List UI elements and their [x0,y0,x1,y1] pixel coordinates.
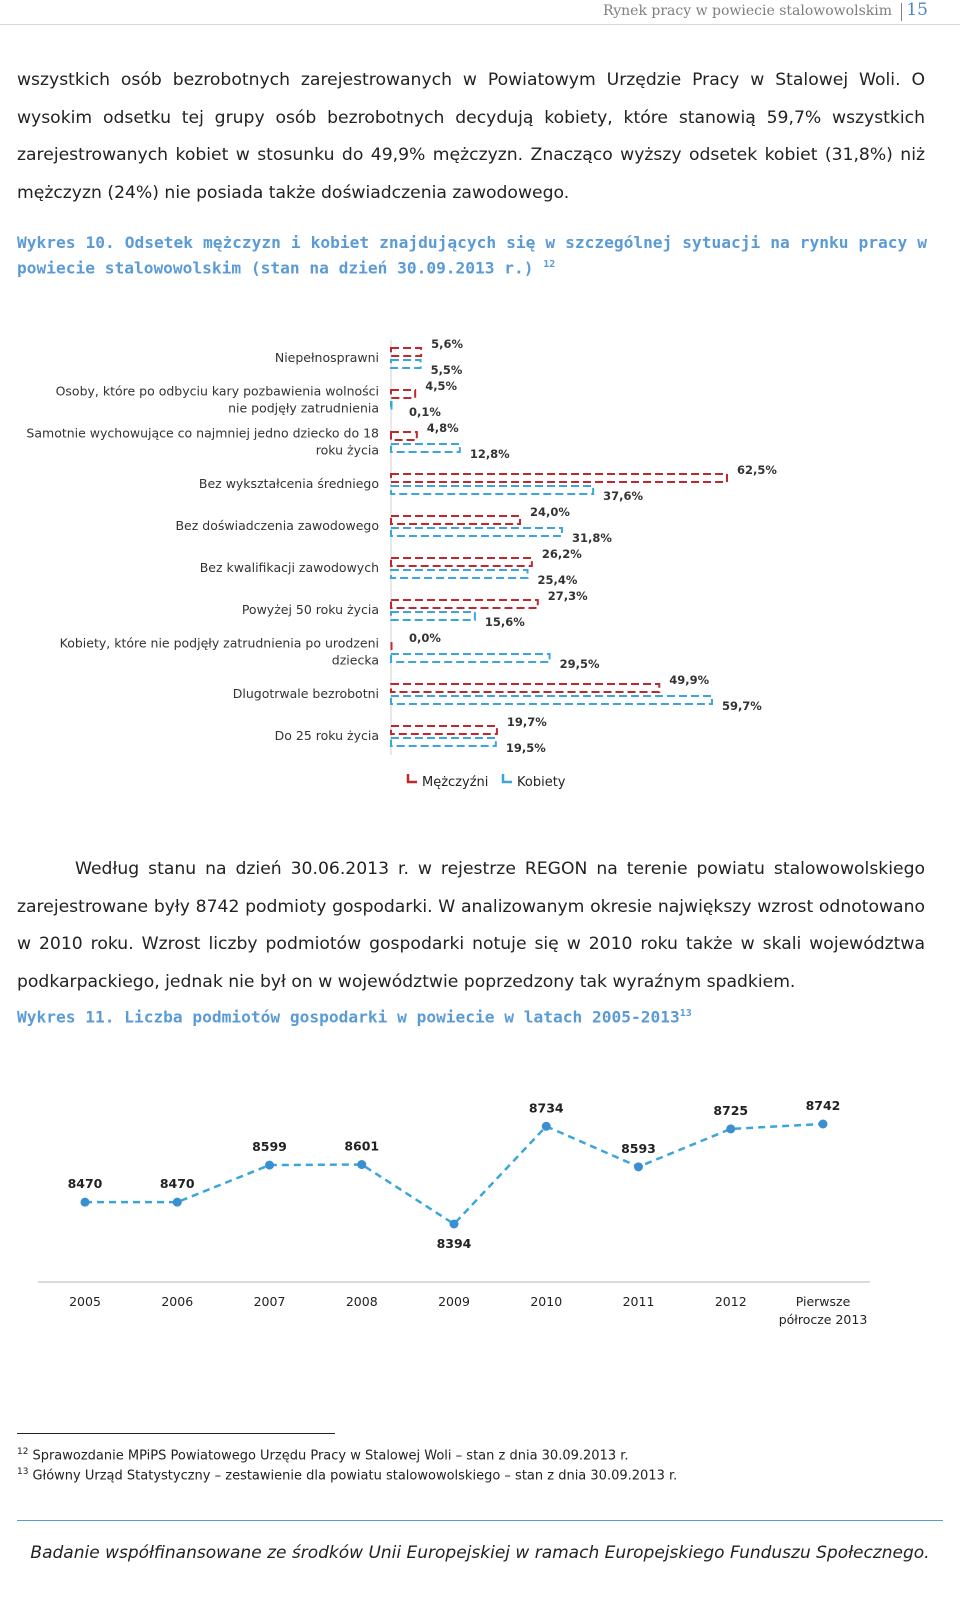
bar-women-outline [391,444,460,452]
point-label: 8734 [528,1100,564,1116]
category-label: Samotnie wychowujące co najmniej jedno dziecko do 18 roku życia [26,425,379,458]
page-number: 15 [906,0,928,20]
footnote-12 [17,1447,629,1463]
data-label: 25,4% [537,573,578,587]
x-tick-label: 2007 [253,1294,286,1309]
x-tick-label: 2006 [161,1294,194,1309]
footnote-rule [17,1433,335,1434]
footnote-13 [17,1467,677,1483]
bar-men-outline [391,684,659,692]
bar-men [391,684,659,692]
data-label: 37,6% [603,489,644,503]
data-label: 12,8% [469,447,510,461]
data-label: 24,0% [530,505,570,519]
legend-label: Mężczyźni [422,775,489,790]
data-label: 4,5% [425,379,458,393]
bar-men-outline [391,726,497,734]
data-point [173,1198,182,1207]
data-point [634,1162,643,1171]
bar-men-outline [391,516,520,524]
data-label: 19,5% [505,741,546,755]
point-label: 8742 [805,1098,841,1113]
bar-women-outline [391,360,421,368]
bar-men [391,516,520,524]
data-label: 49,9% [669,673,710,687]
x-tick-label: 2009 [438,1294,470,1309]
data-point [357,1160,366,1169]
bar-women-outline [391,696,712,704]
x-tick-label: 2008 [345,1294,378,1309]
chart10-caption [17,232,927,279]
bar-women-outline [391,486,593,494]
data-label: 26,2% [541,547,582,561]
bar-men [391,600,538,608]
legend-swatch [503,774,512,782]
x-tick-label: 2011 [622,1294,655,1309]
header-separator [901,3,902,21]
bar-women [391,360,421,368]
bar-men-outline [391,558,532,566]
x-tick-label: Pierwsze półrocze 2013 [778,1294,868,1327]
bar-men-outline [391,432,417,440]
bar-women [391,696,712,704]
bar-women-outline [391,570,528,578]
bar-women [391,738,496,746]
page-header [0,0,960,26]
point-label: 8394 [436,1236,472,1251]
data-label: 59,7% [721,699,762,713]
footer-rule [17,1520,943,1521]
bar-women [391,528,562,536]
chart10-footnote-ref: 12 [543,259,556,270]
data-label: 62,5% [737,463,777,477]
legend-label: Kobiety [517,775,566,790]
bar-women-outline [391,528,562,536]
data-point [726,1124,735,1133]
data-label: 27,3% [547,589,588,603]
chart10-caption-text: Wykres 10. Odsetek mężczyzn i kobiet znajdujących się w szczególnej sytuacji na rynku pracy w powiecie stalowowolskim (stan na dzień 30.09.2013 r.) [17,233,927,278]
point-label: 8470 [67,1176,103,1192]
bar-women [391,486,593,494]
footnote-13-text: Główny Urząd Statystyczny – zestawienie dla powiatu stalowowolskiego – stan z dnia 30.09.2013 r. [32,1468,678,1484]
point-label: 8470 [159,1176,195,1192]
data-label: 0,0% [409,631,441,645]
data-label: 0,1% [409,405,441,419]
bar-men-outline [391,390,415,398]
x-tick-label: 2010 [530,1294,563,1309]
chart11-line-chart [0,1080,960,1350]
bar-women-outline [391,654,550,662]
data-point [542,1122,551,1131]
category-label: Kobiety, które nie podjęły zatrudnienia po urodzeni dziecka [59,635,379,668]
running-title: Rynek pracy w powiecie stalowowolskim [602,3,892,19]
footnote-12-text: Sprawozdanie MPiPS Powiatowego Urzędu Pracy w Stalowej Woli – stan z dnia 30.09.2013 r. [32,1448,629,1464]
data-label: 15,6% [484,615,525,629]
bar-men [391,474,727,482]
data-label: 19,7% [506,715,547,729]
point-label: 8725 [713,1102,749,1118]
data-point [81,1198,90,1207]
point-label: 8593 [621,1140,656,1156]
category-label: Powyżej 50 roku życia [241,602,379,617]
category-label: Niepełnosprawni [274,350,379,365]
category-label: Bez kwalifikacji zawodowych [199,560,379,575]
category-label: Do 25 roku życia [274,728,379,743]
chart11-footnote-ref: 13 [679,1008,692,1019]
bar-women-outline [391,402,392,410]
point-label: 8599 [252,1139,287,1155]
paragraph-intro: wszystkich osób bezrobotnych zarejestrowanych w Powiatowym Urzędzie Pracy w Stalowej Woli. O wysokim odsetku tej grupy osób bezrobotnych decydują kobiety, które stanowią 59,7% wszystkich zarejestrowanych kobiet w stosunku do 49,9% mężczyzn. Znacząco wyższy odsetek kobiet (31,8%) niż mężczyzn (24%) nie posiada także doświadczenia zawodowego. [17,70,925,203]
data-point [819,1120,828,1129]
data-label: 5,5% [430,363,463,377]
bar-women [391,570,528,578]
bar-men-outline [391,474,727,482]
footnote-12-number: 12 [17,1447,29,1457]
chart11-caption [17,1003,927,1028]
data-label: 4,8% [426,421,459,435]
data-point [265,1161,274,1170]
data-label: 5,6% [431,337,464,351]
bar-men-outline [391,348,421,356]
chart11-caption-text: Wykres 11. Liczba podmiotów gospodarki w powiecie w latach 2005-2013 [17,1007,680,1027]
data-label: 31,8% [571,531,612,545]
bar-women [391,612,475,620]
bar-men [391,390,415,398]
bar-women [391,402,392,410]
category-label: Bez doświadczenia zawodowego [175,518,379,533]
category-label: Osoby, które po odbyciu kary pozbawienia wolności nie podjęły zatrudnienia [55,383,379,416]
chart10-horizontal-bar-chart [0,330,960,810]
header-rule [0,24,960,25]
bar-women-outline [391,738,496,746]
x-tick-label: 2012 [714,1294,747,1309]
bar-women-outline [391,612,475,620]
paragraph-regon: Według stanu na dzień 30.06.2013 r. w rejestrze REGON na terenie powiatu stalowowolskiego zarejestrowane były 8742 podmioty gospodarki. W analizowanym okresie największy wzrost odnotowano w 2010 roku. Wzrost liczby podmiotów gospodarki notuje się w 2010 roku także w skali województwa podkarpackiego, jednak nie był on w województwie poprzedzony tak wyraźnym spadkiem. [17,859,925,992]
footnote-13-number: 13 [17,1467,29,1477]
bar-men [391,348,421,356]
data-label: 29,5% [559,657,600,671]
x-tick-label: 2005 [69,1294,101,1309]
bar-men-outline [391,600,538,608]
bar-women [391,444,460,452]
bar-men [391,432,417,440]
point-label: 8601 [344,1138,380,1154]
data-point [450,1220,459,1229]
bar-men [391,726,497,734]
category-label: Dlugotrwale bezrobotni [232,686,379,701]
bar-men [391,558,532,566]
line-series [85,1124,823,1224]
bar-women [391,654,550,662]
category-label: Bez wykształcenia średniego [198,476,379,491]
legend-swatch [408,774,417,782]
page-footer: Badanie współfinansowane ze środków Unii Europejskiej w ramach Europejskiego Funduszu Społecznego. [30,1543,930,1563]
